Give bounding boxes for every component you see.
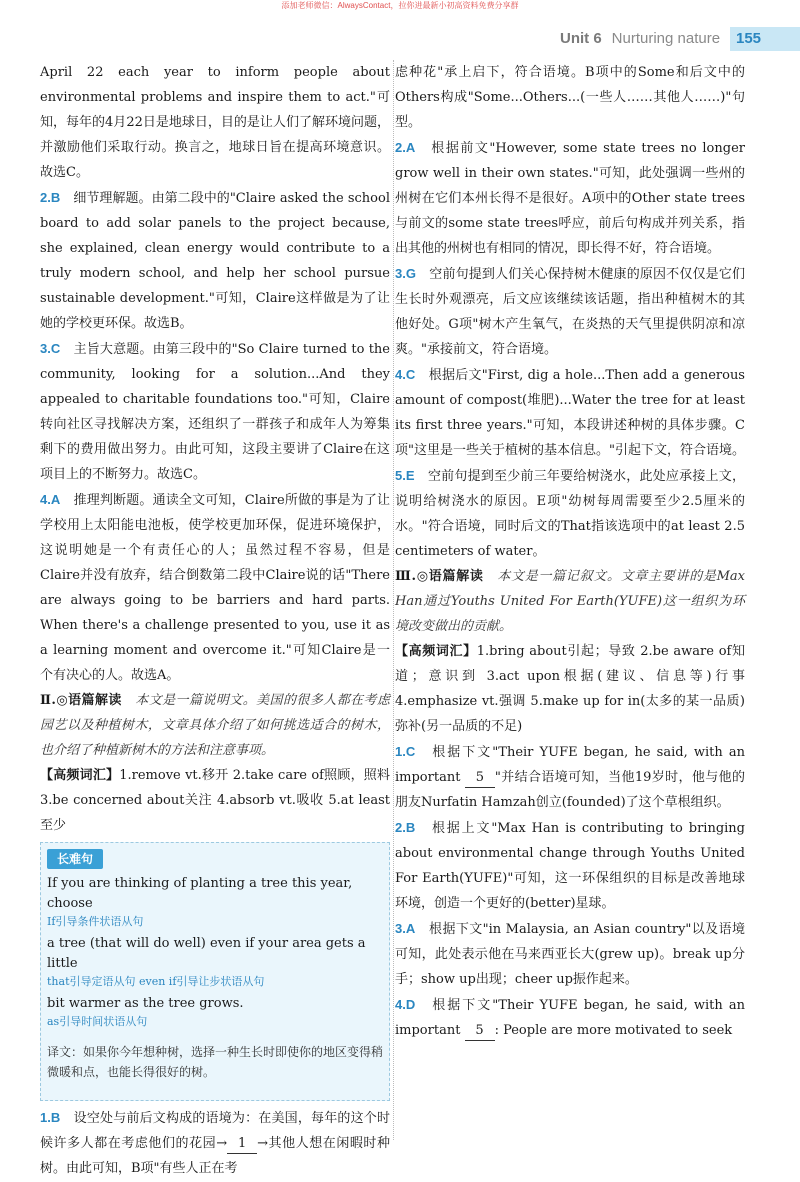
unit-label: Unit 6 bbox=[560, 30, 602, 47]
answer-item bbox=[40, 185, 390, 336]
section-summary bbox=[40, 688, 390, 763]
answer-text: 根据后文"First, dig a hole...Then add a generous amount of compost(堆肥)...Water the tree for at least its first three years."可知，本段讲述种树的具体步骤。C项"这里是一些关于植树的基本信息。"引起下文，符合语境。 bbox=[395, 368, 745, 458]
page-number: 155 bbox=[730, 27, 800, 51]
answer-number: 5.E bbox=[395, 468, 415, 483]
vocab-block bbox=[40, 763, 390, 838]
answer-number: 4.C bbox=[395, 367, 416, 382]
answer-number: 3.C bbox=[40, 341, 61, 356]
blank-number: 5 bbox=[465, 1022, 495, 1041]
answer-text: : People are more motivated to seek bbox=[494, 1023, 733, 1038]
answer-item bbox=[395, 261, 745, 362]
section-summary bbox=[395, 564, 745, 639]
section-heading: Ⅱ.◎语篇解读 bbox=[40, 693, 122, 708]
summary-text: 本文是一篇说明文。美国的很多人都在考虑园艺以及种植树木，文章具体介绍了如何挑选适合的树木，也介绍了种植新树木的方法和注意事项。 bbox=[40, 693, 390, 758]
answer-text: 空前句提到至少前三年要给树浇水，此处应承接上文，说明给树浇水的原因。E项"幼树每周需要至少2.5厘米的水。"符合语境，同时后文的That指该选项中的at least 2.5 centimeters of water。 bbox=[395, 469, 745, 559]
answer-continuation: April 22 each year to inform people about environmental problems and inspire them to act."可知，每年的4月22日是地球日，目的是让人们了解环境问题，并激励他们采取行动。换言之，地球日旨在提高环境意识。故选C。 bbox=[40, 65, 390, 180]
answer-item bbox=[395, 739, 745, 815]
answer-item bbox=[40, 1105, 390, 1181]
sentence-line: bit warmer as the tree grows. bbox=[47, 996, 244, 1011]
grammar-note: as引导时间状语从句 bbox=[47, 1015, 148, 1028]
vocab-block bbox=[395, 639, 745, 739]
section-heading: Ⅲ.◎语篇解读 bbox=[395, 569, 484, 584]
blank-number: 5 bbox=[465, 769, 495, 788]
answer-item bbox=[395, 135, 745, 261]
left-column bbox=[40, 60, 390, 1181]
answer-text: 根据下文"in Malaysia, an Asian country"以及语境可知，此处表示他在马来西亚长大(grew up)。break up分手；show up出现；cheer up振作起来。 bbox=[395, 922, 745, 987]
vocab-label: 【高频词汇】 bbox=[40, 768, 120, 783]
long-sentence-box bbox=[40, 842, 390, 1101]
summary-text: 本文是一篇记叙文。文章主要讲的是Max Han通过Youths United For Earth(YUFE)这一组织为环境改变做出的贡献。 bbox=[395, 569, 745, 634]
grammar-note: that引导定语从句 even if引导让步状语从句 bbox=[47, 975, 265, 988]
long-sentence-tag: 长难句 bbox=[47, 849, 103, 869]
answer-number: 1.C bbox=[395, 744, 416, 759]
answer-number: 2.B bbox=[40, 190, 61, 205]
answer-continuation: 虑种花"承上启下，符合语境。B项中的Some和后文中的Others构成"Some...Others...(一些人……其他人……)"句型。 bbox=[395, 65, 745, 130]
answer-number: 2.A bbox=[395, 140, 416, 155]
answer-text: 推理判断题。通读全文可知，Claire所做的事是为了让学校用上太阳能电池板，使学校更加环保，促进环境保护，这说明她是一个有责任心的人；虽然过程不容易，但是Claire并没有放弃，结合倒数第二段中Claire说的话"There are always going to be barriers and hard parts. When there's a challenge presented to you, use it as a learning moment and overcome it."可知Claire是一个有决心的人。故选A。 bbox=[40, 493, 390, 683]
answer-text: 根据上文"Max Han is contributing to bringing about environmental change through Youths United For Earth(YUFE)"可知，这一环保组织的目标是改善地球环境，创造一个更好的(better)星球。 bbox=[395, 821, 745, 911]
unit-subtitle: Nurturing nature bbox=[611, 30, 721, 47]
answer-number: 1.B bbox=[40, 1110, 61, 1125]
vocab-label: 【高频词汇】 bbox=[395, 644, 477, 659]
translation: 译文：如果你今年想种树，选择一种生长时即使你的地区变得稍微暖和点，也能长得很好的树。 bbox=[47, 1045, 384, 1079]
answer-item bbox=[395, 992, 745, 1043]
answer-number: 4.D bbox=[395, 997, 416, 1012]
grammar-note: If引导条件状语从句 bbox=[47, 915, 144, 928]
vocab-text: 1.remove vt.移开 2.take care of照顾，照料 3.be concerned about关注 4.absorb vt.吸收 5.at least至少 bbox=[40, 768, 390, 833]
answer-text: →其他人想在闲暇时种树。由此可知，B项"有些人正在考 bbox=[40, 1136, 390, 1176]
sentence-line: If you are thinking of planting a tree this year, choose bbox=[47, 876, 353, 911]
answer-text: 根据下文"Their YUFE began, he said, with an important bbox=[395, 998, 745, 1038]
answer-text: 空前句提到人们关心保持树木健康的原因不仅仅是它们生长时外观漂亮，后文应该继续该话题，指出种植树木的其他好处。G项"树木产生氧气，在炎热的天气里提供阴凉和凉爽。"承接前文，符合语境。 bbox=[395, 267, 745, 357]
answer-number: 2.B bbox=[395, 820, 416, 835]
answer-text: "并结合语境可知，当他19岁时，他与他的朋友Nurfatin Hamzah创立(founded)了这个草根组织。 bbox=[395, 770, 745, 810]
sentence-line: a tree (that will do well) even if your area gets a little bbox=[47, 936, 366, 971]
vocab-text: 1.bring about引起；导致 2.be aware of知道；意识到 3.act upon根据(建议、信息等)行事 4.emphasize vt.强调 5.make up for in(太多的某一品质)弥补(另一品质的不足) bbox=[395, 644, 745, 734]
answer-item bbox=[395, 463, 745, 564]
answer-text: 细节理解题。由第二段中的"Claire asked the school board to add solar panels to the project because, she explained, clean energy would contribute to a truly modern school, and help her school pursue sustainable development."可知，Claire这样做是为了让她的学校更环保。故选B。 bbox=[40, 191, 390, 331]
answer-text: 主旨大意题。由第三段中的"So Claire turned to the community, looking for a solution...And they appealed to charitable foundations too."可知，Claire转向社区寻找解决方案，还组织了一群孩子和成年人为筹集剩下的费用做出努力。由此可知，这段主要讲了Claire在这项目上的不断努力。故选C。 bbox=[40, 342, 390, 482]
column-divider bbox=[393, 60, 394, 1140]
answer-number: 3.G bbox=[395, 266, 416, 281]
blank-number: 1 bbox=[227, 1135, 257, 1154]
answer-number: 3.A bbox=[395, 921, 416, 936]
answer-item bbox=[40, 487, 390, 688]
answer-item bbox=[40, 336, 390, 487]
answer-item bbox=[395, 815, 745, 916]
answer-text: 根据下文"Their YUFE began, he said, with an important bbox=[395, 745, 745, 785]
answer-item bbox=[395, 362, 745, 463]
answer-text: 设空处与前后文构成的语境为：在美国，每年的这个时候许多人都在考虑他们的花园→ bbox=[40, 1111, 390, 1151]
page-header bbox=[560, 30, 762, 47]
answer-number: 4.A bbox=[40, 492, 61, 507]
right-column bbox=[395, 60, 745, 1043]
answer-text: 根据前文"However, some state trees no longer grow well in their own states."可知，此处强调一些州的州树在它们本州长得不是很好。A项中的Other state trees与前文的some state trees呼应，前后句构成并列关系，指出其他的州树也有相同的情况，即长得不好，符合语境。 bbox=[395, 141, 745, 256]
answer-item bbox=[395, 916, 745, 992]
top-watermark-note: 添加老师微信：AlwaysContact，拉你进最新小初高资料免费分享群 bbox=[281, 1, 519, 10]
